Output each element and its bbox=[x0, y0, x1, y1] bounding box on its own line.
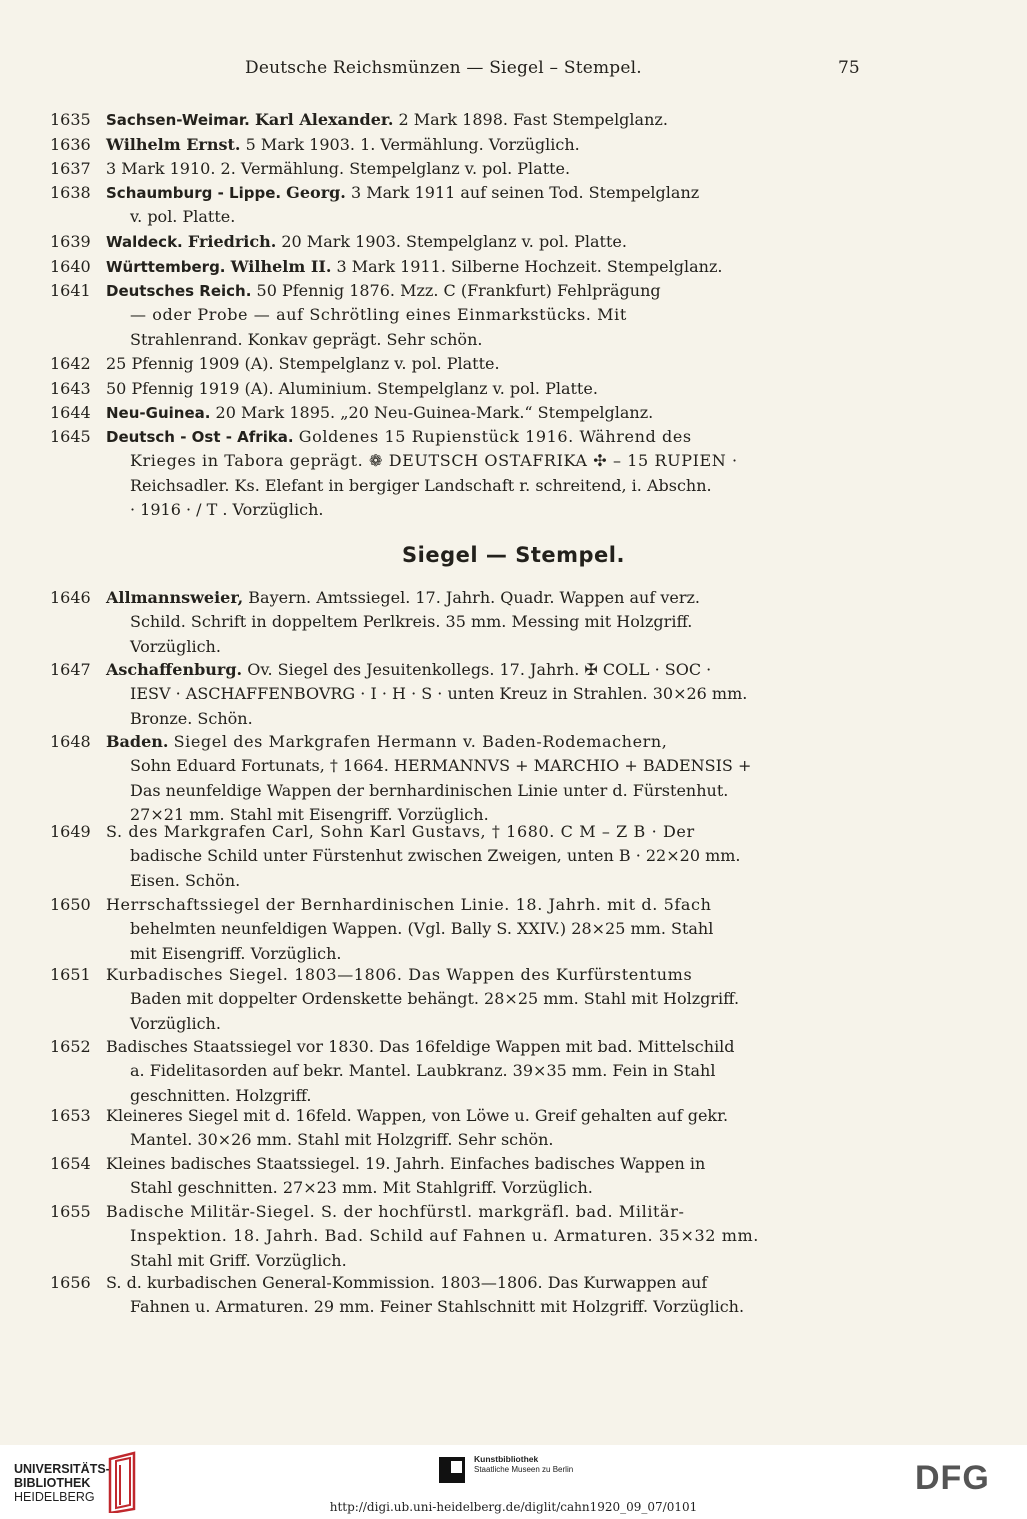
running-title: Deutsche Reichsmünzen — Siegel – Stempel. bbox=[245, 58, 642, 78]
entry-line: IESV · ASCHAFFENBOVRG · I · H · S · unten Kreuz in Strahlen. 30×26 mm. bbox=[130, 684, 748, 704]
entry-line: · 1916 · / T . Vorzüglich. bbox=[130, 500, 324, 520]
entry-line: Strahlenrand. Konkav geprägt. Sehr schön. bbox=[130, 329, 483, 349]
entry-number: 1642 bbox=[50, 354, 91, 373]
entry-number: 1636 bbox=[50, 135, 91, 154]
uni-line1: UNIVERSITÄTS- bbox=[14, 1462, 110, 1476]
catalog-entry bbox=[50, 1152, 865, 1201]
source-url[interactable]: http://digi.ub.uni-heidelberg.de/diglit/cahn1920_09_07/0101 bbox=[329, 1500, 698, 1514]
entry-subheading: Karl Alexander. bbox=[254, 110, 394, 129]
entry-line: Stahl geschnitten. 27×23 mm. Mit Stahlgriff. Vorzüglich. bbox=[130, 1178, 593, 1198]
entry-text bbox=[106, 279, 865, 352]
catalog-entry bbox=[50, 963, 865, 1036]
entry-text bbox=[106, 586, 865, 659]
catalog-entry bbox=[50, 133, 865, 157]
uni-line2: BIBLIOTHEK bbox=[14, 1476, 91, 1490]
kb-line1: Kunstbibliothek bbox=[474, 1454, 539, 1464]
catalog-entry bbox=[50, 820, 865, 893]
entry-line: 25 Pfennig 1909 (A). Stempelglanz v. pol. Platte. bbox=[106, 354, 500, 373]
entry-line: 5 Mark 1903. 1. Vermählung. Vorzüglich. bbox=[245, 135, 580, 154]
entry-line: Fahnen u. Armaturen. 29 mm. Feiner Stahlschnitt mit Holzgriff. Vorzüglich. bbox=[130, 1297, 745, 1317]
entry-text bbox=[106, 255, 865, 279]
entry-line: Eisen. Schön. bbox=[130, 870, 241, 890]
entry-number: 1651 bbox=[50, 965, 91, 984]
entry-text bbox=[106, 963, 865, 1036]
entry-text bbox=[106, 425, 865, 523]
catalog-entry bbox=[50, 730, 865, 828]
catalog-entry bbox=[50, 401, 865, 425]
catalog-entry bbox=[50, 352, 865, 376]
entry-line: Badisches Staatssiegel vor 1830. Das 16feldige Wappen mit bad. Mittelschild bbox=[106, 1037, 735, 1056]
entry-heading: Deutsch - Ost - Afrika. bbox=[106, 428, 294, 446]
entry-number: 1638 bbox=[50, 183, 91, 202]
entry-heading: Wilhelm Ernst. bbox=[106, 135, 241, 154]
entry-number: 1650 bbox=[50, 895, 91, 914]
catalog-entry bbox=[50, 108, 865, 132]
catalog-entry bbox=[50, 377, 865, 401]
entry-subheading: Wilhelm II. bbox=[230, 257, 332, 276]
entry-line: Siegel des Markgrafen Hermann v. Baden-Rodemachern, bbox=[173, 732, 668, 751]
entry-line: Krieges in Tabora geprägt. ❁ DEUTSCH OSTAFRIKA ✣ – 15 RUPIEN · bbox=[130, 451, 738, 471]
entry-number: 1648 bbox=[50, 732, 91, 751]
entry-line: 50 Pfennig 1919 (A). Aluminium. Stempelglanz v. pol. Platte. bbox=[106, 379, 598, 398]
entry-number: 1649 bbox=[50, 822, 91, 841]
entry-heading: Schaumburg - Lippe. bbox=[106, 184, 282, 202]
entry-line: geschnitten. Holzgriff. bbox=[130, 1085, 312, 1105]
entry-text bbox=[106, 108, 865, 132]
university-library-logo[interactable] bbox=[14, 1462, 110, 1504]
entry-text bbox=[106, 1152, 865, 1201]
entry-line: Das neunfeldige Wappen der bernhardinischen Linie unter d. Fürstenhut. bbox=[130, 780, 729, 800]
entry-line: Bayern. Amtssiegel. 17. Jahrh. Quadr. Wappen auf verz. bbox=[248, 588, 701, 607]
entry-text bbox=[106, 893, 865, 966]
entry-line: Reichsadler. Ks. Elefant in bergiger Landschaft r. schreitend, i. Abschn. bbox=[130, 475, 712, 495]
kunstbibliothek-logo-icon bbox=[437, 1455, 467, 1485]
entry-text bbox=[106, 401, 865, 425]
entry-text bbox=[106, 157, 865, 181]
entry-line: Vorzüglich. bbox=[130, 636, 221, 656]
catalog-entry bbox=[50, 1104, 865, 1153]
entry-heading: Deutsches Reich. bbox=[106, 282, 252, 300]
entry-heading: Neu-Guinea. bbox=[106, 404, 211, 422]
entry-text bbox=[106, 1035, 865, 1108]
catalog-entry bbox=[50, 157, 865, 181]
entry-line: Ov. Siegel des Jesuitenkollegs. 17. Jahrh. ✠ COLL · SOC · bbox=[247, 660, 712, 679]
entry-line: Sohn Eduard Fortunats, † 1664. HERMANNVS + MARCHIO + BADENSIS + bbox=[130, 756, 752, 776]
uni-line3: HEIDELBERG bbox=[14, 1490, 95, 1504]
entry-number: 1643 bbox=[50, 379, 91, 398]
catalog-entry bbox=[50, 1200, 865, 1273]
entry-number: 1635 bbox=[50, 110, 91, 129]
entry-line: Kurbadisches Siegel. 1803—1806. Das Wappen des Kurfürstentums bbox=[106, 965, 693, 984]
entry-line: S. des Markgrafen Carl, Sohn Karl Gustavs, † 1680. C M – Z B · Der bbox=[106, 822, 695, 841]
catalog-entry bbox=[50, 181, 865, 230]
entry-text bbox=[106, 377, 865, 401]
entry-number: 1647 bbox=[50, 660, 91, 679]
entry-line: Kleines badisches Staatssiegel. 19. Jahrh. Einfaches badisches Wappen in bbox=[106, 1154, 706, 1173]
entry-number: 1645 bbox=[50, 427, 91, 446]
entry-line: Herrschaftssiegel der Bernhardinischen Linie. 18. Jahrh. mit d. 5fach bbox=[106, 895, 712, 914]
page-number: 75 bbox=[838, 58, 860, 78]
entry-line: Goldenes 15 Rupienstück 1916. Während des bbox=[298, 427, 692, 446]
catalog-entry bbox=[50, 1035, 865, 1108]
catalog-entry bbox=[50, 255, 865, 279]
entry-number: 1654 bbox=[50, 1154, 91, 1173]
entry-subheading: Georg. bbox=[286, 183, 346, 202]
entry-heading: Württemberg. bbox=[106, 258, 226, 276]
entry-line: 20 Mark 1903. Stempelglanz v. pol. Platte. bbox=[281, 232, 627, 251]
catalog-entry bbox=[50, 230, 865, 254]
entry-line: Mantel. 30×26 mm. Stahl mit Holzgriff. Sehr schön. bbox=[130, 1130, 554, 1150]
entry-number: 1639 bbox=[50, 232, 91, 251]
entry-text bbox=[106, 230, 865, 254]
entry-line: 2 Mark 1898. Fast Stempelglanz. bbox=[398, 110, 668, 129]
entry-line: a. Fidelitasorden auf bekr. Mantel. Laubkranz. 39×35 mm. Fein in Stahl bbox=[130, 1061, 716, 1081]
entry-line: 27×21 mm. Stahl mit Eisengriff. Vorzüglich. bbox=[130, 805, 489, 825]
entry-line: v. pol. Platte. bbox=[130, 207, 236, 227]
entry-line: Badische Militär-Siegel. S. der hochfürstl. markgräfl. bad. Militär- bbox=[106, 1202, 685, 1221]
entry-line: 3 Mark 1910. 2. Vermählung. Stempelglanz v. pol. Platte. bbox=[106, 159, 571, 178]
entry-line: Inspektion. 18. Jahrh. Bad. Schild auf Fahnen u. Armaturen. 35×32 mm. bbox=[130, 1226, 759, 1246]
catalog-entry bbox=[50, 658, 865, 731]
entry-line: 3 Mark 1911 auf seinen Tod. Stempelglanz bbox=[350, 183, 700, 202]
entry-number: 1641 bbox=[50, 281, 91, 300]
dfg-logo[interactable]: DFG bbox=[915, 1459, 990, 1497]
catalog-entry bbox=[50, 893, 865, 966]
entry-line: Schild. Schrift in doppeltem Perlkreis. 35 mm. Messing mit Holzgriff. bbox=[130, 612, 693, 632]
catalog-entry bbox=[50, 586, 865, 659]
entry-line: 3 Mark 1911. Silberne Hochzeit. Stempelglanz. bbox=[336, 257, 723, 276]
entry-number: 1653 bbox=[50, 1106, 91, 1125]
entry-text bbox=[106, 658, 865, 731]
entry-number: 1655 bbox=[50, 1202, 91, 1221]
entry-number: 1637 bbox=[50, 159, 91, 178]
entry-heading: Baden. bbox=[106, 732, 169, 751]
entry-text bbox=[106, 1200, 865, 1273]
entry-subheading: Friedrich. bbox=[187, 232, 277, 251]
entry-text bbox=[106, 1271, 865, 1320]
entry-line: 50 Pfennig 1876. Mzz. C (Frankfurt) Fehlprägung bbox=[256, 281, 661, 300]
entry-number: 1656 bbox=[50, 1273, 91, 1292]
entry-line: behelmten neunfeldigen Wappen. (Vgl. Bally S. XXIV.) 28×25 mm. Stahl bbox=[130, 919, 714, 939]
entry-text bbox=[106, 133, 865, 157]
entry-line: Kleineres Siegel mit d. 16feld. Wappen, von Löwe u. Greif gehalten auf gekr. bbox=[106, 1106, 729, 1125]
entry-line: mit Eisengriff. Vorzüglich. bbox=[130, 943, 342, 963]
entry-text bbox=[106, 1104, 865, 1153]
entry-number: 1646 bbox=[50, 588, 91, 607]
kb-line2: Staatliche Museen zu Berlin bbox=[474, 1465, 574, 1474]
entry-heading: Aschaffenburg. bbox=[106, 660, 243, 679]
entry-heading: Sachsen-Weimar. bbox=[106, 111, 250, 129]
entry-line: badische Schild unter Fürstenhut zwischen Zweigen, unten B · 22×20 mm. bbox=[130, 846, 741, 866]
catalog-entry bbox=[50, 279, 865, 352]
entry-heading: Waldeck. bbox=[106, 233, 183, 251]
catalog-entry bbox=[50, 1271, 865, 1320]
entry-text bbox=[106, 730, 865, 828]
entry-line: 20 Mark 1895. „20 Neu-Guinea-Mark.“ Stempelglanz. bbox=[215, 403, 654, 422]
catalog-entry bbox=[50, 425, 865, 523]
entry-line: Stahl mit Griff. Vorzüglich. bbox=[130, 1250, 347, 1270]
kunstbibliothek-text[interactable] bbox=[474, 1454, 573, 1475]
entry-line: S. d. kurbadischen General-Kommission. 1803—1806. Das Kurwappen auf bbox=[106, 1273, 708, 1292]
entry-number: 1652 bbox=[50, 1037, 91, 1056]
entry-line: — oder Probe — auf Schrötling eines Einmarkstücks. Mit bbox=[130, 305, 627, 325]
entry-line: Vorzüglich. bbox=[130, 1013, 221, 1033]
section-title: Siegel — Stempel. bbox=[402, 543, 625, 567]
entry-line: Baden mit doppelter Ordenskette behängt. 28×25 mm. Stahl mit Holzgriff. bbox=[130, 989, 740, 1009]
entry-text bbox=[106, 820, 865, 893]
entry-number: 1640 bbox=[50, 257, 91, 276]
entry-text bbox=[106, 352, 865, 376]
entry-heading: Allmannsweier, bbox=[106, 588, 244, 607]
entry-line: Bronze. Schön. bbox=[130, 708, 253, 728]
entry-number: 1644 bbox=[50, 403, 91, 422]
entry-text bbox=[106, 181, 865, 230]
